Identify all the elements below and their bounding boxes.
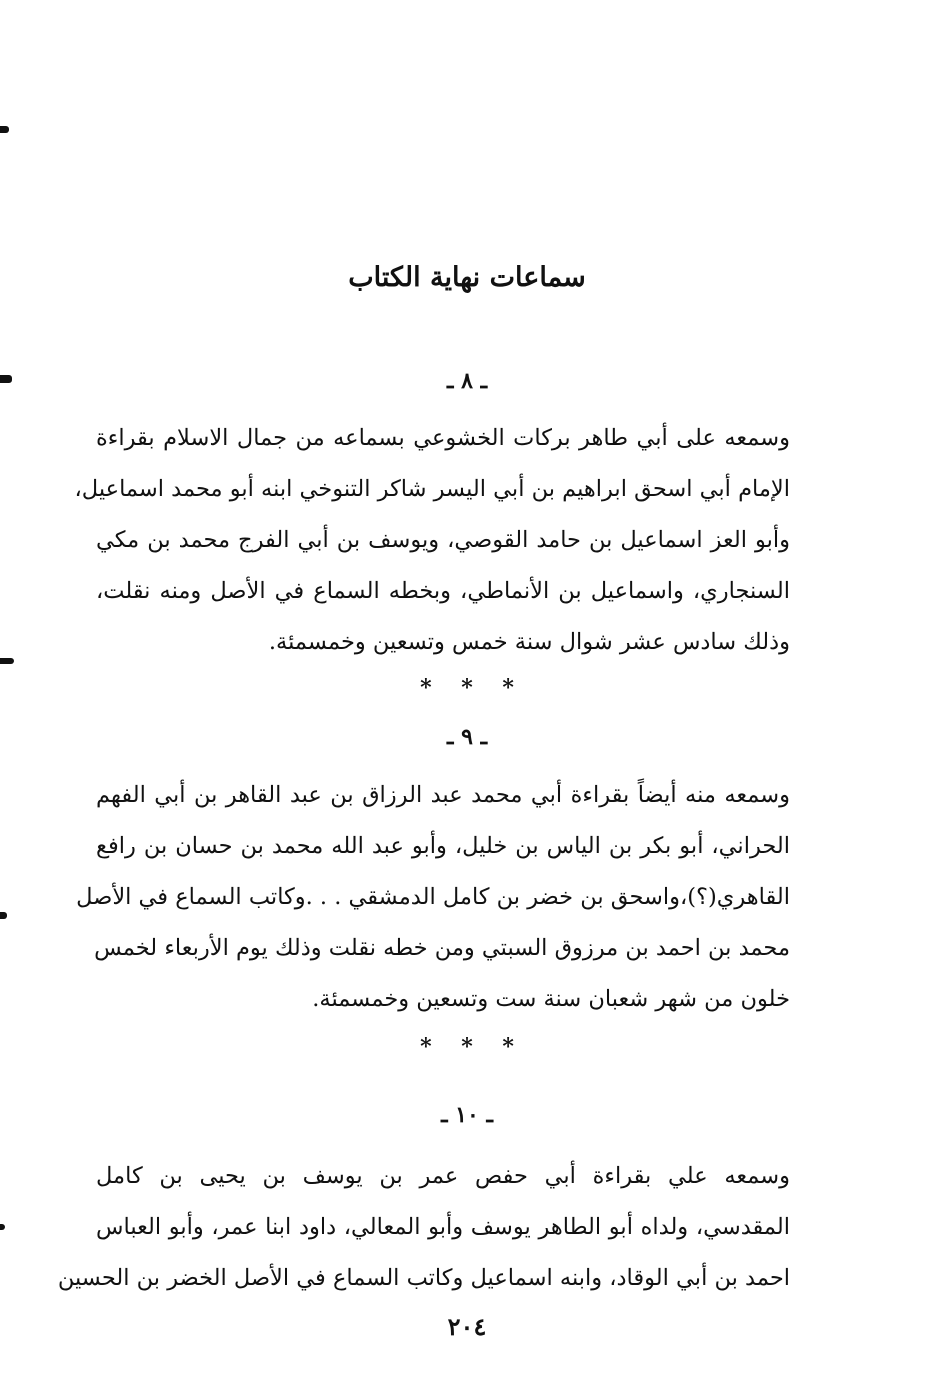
paragraph-line: وأبو العز اسماعيل بن حامد القوصي، ويوسف بن أبي الفرج محمد بن مكي bbox=[96, 527, 790, 553]
section-paragraph bbox=[76, 770, 790, 1025]
paragraph-line: الإمام أبي اسحق ابراهيم بن أبي اليسر شاكر التنوخي ابنه أبو محمد اسماعيل، bbox=[74, 476, 790, 502]
paragraph-line: خلون من شهر شعبان سنة ست وتسعين وخمسمئة. bbox=[312, 986, 790, 1012]
section-number: ـ ١٠ ـ bbox=[441, 1102, 493, 1128]
page-title: سماعات نهاية الكتاب bbox=[348, 262, 586, 293]
section-paragraph bbox=[74, 413, 790, 668]
page-number: ٢٠٤ bbox=[447, 1312, 487, 1341]
scan-edge-mark bbox=[0, 912, 7, 919]
scan-edge-mark bbox=[0, 1224, 5, 1230]
scan-edge-mark bbox=[0, 658, 14, 664]
paragraph-line: السنجاري، واسماعيل بن الأنماطي، وبخطه السماع في الأصل ومنه نقلت، bbox=[96, 578, 790, 604]
section-number: ـ ٩ ـ bbox=[446, 724, 488, 750]
paragraph-line: احمد بن أبي الوقاد، وابنه اسماعيل وكاتب السماع في الأصل الخضر بن الحسين bbox=[57, 1265, 790, 1291]
paragraph-line: محمد بن احمد بن مرزوق السبتي ومن خطه نقلت وذلك يوم الأربعاء لخمس bbox=[94, 935, 790, 961]
paragraph-line: المقدسي، ولداه أبو الطاهر يوسف وأبو المعالي، داود ابنا عمر، وأبو العباس bbox=[96, 1214, 790, 1240]
paragraph-line: وسمعه علي بقراءة أبي حفص عمر بن يوسف بن يحيى بن كامل bbox=[96, 1163, 790, 1189]
paragraph-line: القاهري(؟)،واسحق بن خضر بن كامل الدمشقي . . .وكاتب السماع في الأصل bbox=[76, 884, 790, 910]
section-separator: * * * bbox=[420, 1034, 514, 1060]
section-number: ـ ٨ ـ bbox=[446, 368, 488, 394]
paragraph-line: الحراني، أبو بكر بن الياس بن خليل، وأبو عبد الله محمد بن حسان بن رافع bbox=[96, 833, 790, 859]
scan-edge-mark bbox=[0, 126, 9, 133]
paragraph-line: وسمعه منه أيضاً بقراءة أبي محمد عبد الرزاق بن عبد القاهر بن أبي الفهم bbox=[96, 782, 790, 808]
paragraph-line: وسمعه على أبي طاهر بركات الخشوعي بسماعه من جمال الاسلام بقراءة bbox=[96, 425, 790, 451]
paragraph-line: وذلك سادس عشر شوال سنة خمس وتسعين وخمسمئة. bbox=[268, 629, 790, 655]
section-separator: * * * bbox=[420, 675, 514, 701]
section-paragraph bbox=[57, 1151, 790, 1304]
